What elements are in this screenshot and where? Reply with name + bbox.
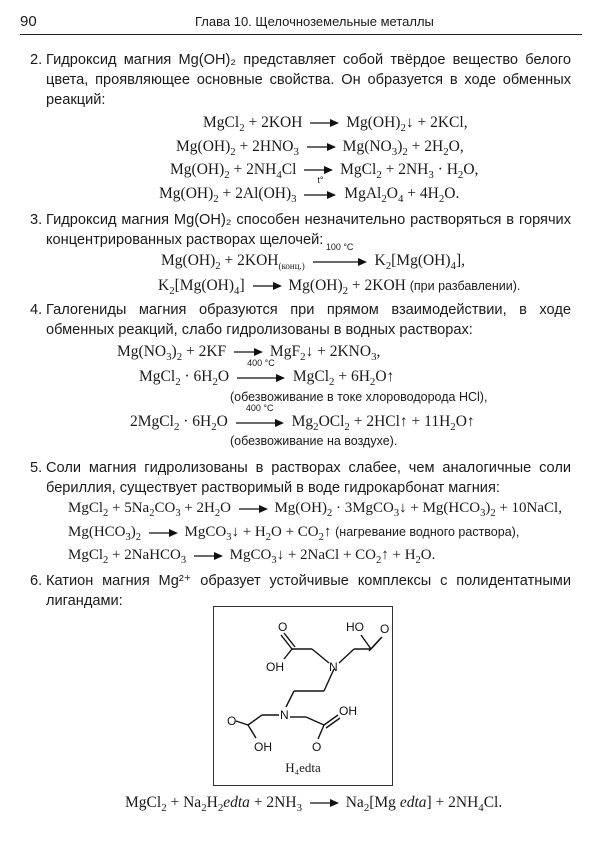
condition-arrow: 100 °C xyxy=(312,254,368,268)
chapter-title: Глава 10. Щелочноземельные металлы xyxy=(195,14,434,29)
condition-arrow: 400 °C xyxy=(235,415,285,429)
item-text: Гидроксид магния Mg(OH)₂ способен незначительно растворяться в горячих концентрированных растворах щелочей: xyxy=(46,212,571,248)
item-text: Гидроксид магния Mg(OH)₂ представляет собой твёрдое вещество белого цвета, проявляющее основные свойства. Он образуется в ходе обменных реакций: xyxy=(46,52,571,108)
equation-8: MgCl$_2$ · $6H_2O$ 400 °C MgCl$_2$ + $6H_2O↑$ xyxy=(139,358,395,389)
reaction-arrow xyxy=(192,550,224,562)
equation-3: $Mg(OH)_2 + 2NH_4Cl$ MgCl$_2$ + $2NH_3 \cdot H_2O$, xyxy=(170,161,479,182)
reaction-arrow xyxy=(308,797,340,809)
item-number: 6. xyxy=(30,573,43,589)
equation-15: MgCl$_2$ + $Na_2H_2edta + 2NH_3$ $Na_2[Mg$ edta] + $2NH_4Cl$. xyxy=(125,794,503,815)
atom-label: O xyxy=(278,620,288,634)
page-number: 90 xyxy=(20,13,37,30)
equation-12: MgCl$_2$ + $5Na_2CO_3 + 2H_2O$ $Mg(OH)_2$ · 3MgCO$_3$↓ + $Mg(HCO_3)_2$ + 10NaCl, xyxy=(68,500,562,519)
atom-label: N xyxy=(329,660,338,674)
equation-2: $Mg(OH)_2 + 2HNO_3$ $Mg(NO_3)_2 + 2H_2O$, xyxy=(176,138,464,159)
item-6 xyxy=(30,571,571,611)
equation-1: MgCl$_2$ + 2KOH $Mg(OH)_2↓ + 2KCl$, xyxy=(203,114,468,135)
equation-13: $Mg(HCO_3)_2$ MgCO$_3$↓ + $H_2O$ + $CO_2↑$ (нагревание водного раствора), xyxy=(68,524,520,543)
edta-structure-diagram xyxy=(214,607,392,785)
equation-5: $Mg(OH)_2 + 2KOH_{(конц.)}$ 100 °C $K_2[Mg(OH)_4]$, xyxy=(161,242,465,273)
condition-arrow: t° xyxy=(303,187,337,201)
equation-4: $Mg(OH)_2 + 2Al(OH)_3$ t° $MgAl_2O_4 + 4H_2O$. xyxy=(159,175,460,206)
ligand-name: H₄edta xyxy=(285,760,321,775)
item-3 xyxy=(30,210,571,250)
reaction-arrow xyxy=(305,141,337,153)
item-number: 5. xyxy=(30,460,43,476)
atom-label: O xyxy=(227,714,237,728)
item-text: Катион магния Mg²⁺ образует устойчивые комплексы с полидентатными лигандами: xyxy=(46,573,571,609)
item-text: Соли магния гидролизованы в растворах слабее, чем аналогичные соли бериллия, существует растворимый в воде гидрокарбонат магния: xyxy=(46,460,571,496)
atom-label: O xyxy=(380,622,390,636)
item-4 xyxy=(30,300,571,340)
group-label: OH xyxy=(339,704,357,718)
equation-10: 2MgCl$_2$ · $6H_2O$ 400 °C $Mg_2OCl_2$ + 2HCl↑ + $11H_2O↑$ xyxy=(130,403,475,434)
equation-7: $Mg(NO_3)_2 + 2KF$ MgF$_2$↓ + $2KNO_3$, xyxy=(117,343,381,364)
group-label: OH xyxy=(254,740,272,754)
note-air: (обезвоживание на воздухе). xyxy=(230,434,398,448)
reaction-arrow xyxy=(251,280,283,292)
condition-arrow: 400 °C xyxy=(236,370,286,384)
item-number: 3. xyxy=(30,212,43,228)
item-5 xyxy=(30,458,571,498)
note-hcl-stream: (обезвоживание в токе хлороводорода HCl), xyxy=(230,390,488,404)
atom-label: N xyxy=(280,708,289,722)
group-label: HO xyxy=(346,620,364,634)
item-number: 2. xyxy=(30,52,43,68)
edta-structure-figure xyxy=(213,606,393,786)
item-2 xyxy=(30,50,571,110)
group-label: OH xyxy=(266,660,284,674)
item-number: 4. xyxy=(30,302,43,318)
item-text: Галогениды магния образуются при прямом взаимодействии, в ходе обменных реакций, слабо гидролизованы в водных растворах: xyxy=(46,302,571,338)
note-dilution: (при разбавлении). xyxy=(409,279,521,293)
reaction-arrow xyxy=(237,503,269,515)
header-rule xyxy=(20,34,582,35)
equation-14: MgCl$_2$ + 2NaHCO$_3$ MgCO$_3$↓ + 2NaCl + $CO_2↑ + H_2O$. xyxy=(68,547,436,566)
reaction-arrow xyxy=(232,346,264,358)
equation-6: $K_2[Mg(OH)_4] Mg(OH)_2 + 2KOH$ (при разбавлении). xyxy=(158,277,521,298)
reaction-arrow xyxy=(147,527,179,539)
atom-label: O xyxy=(312,740,322,754)
note-heating: (нагревание водного раствора), xyxy=(335,525,520,539)
page-header xyxy=(0,0,600,40)
reaction-arrow xyxy=(308,117,340,129)
